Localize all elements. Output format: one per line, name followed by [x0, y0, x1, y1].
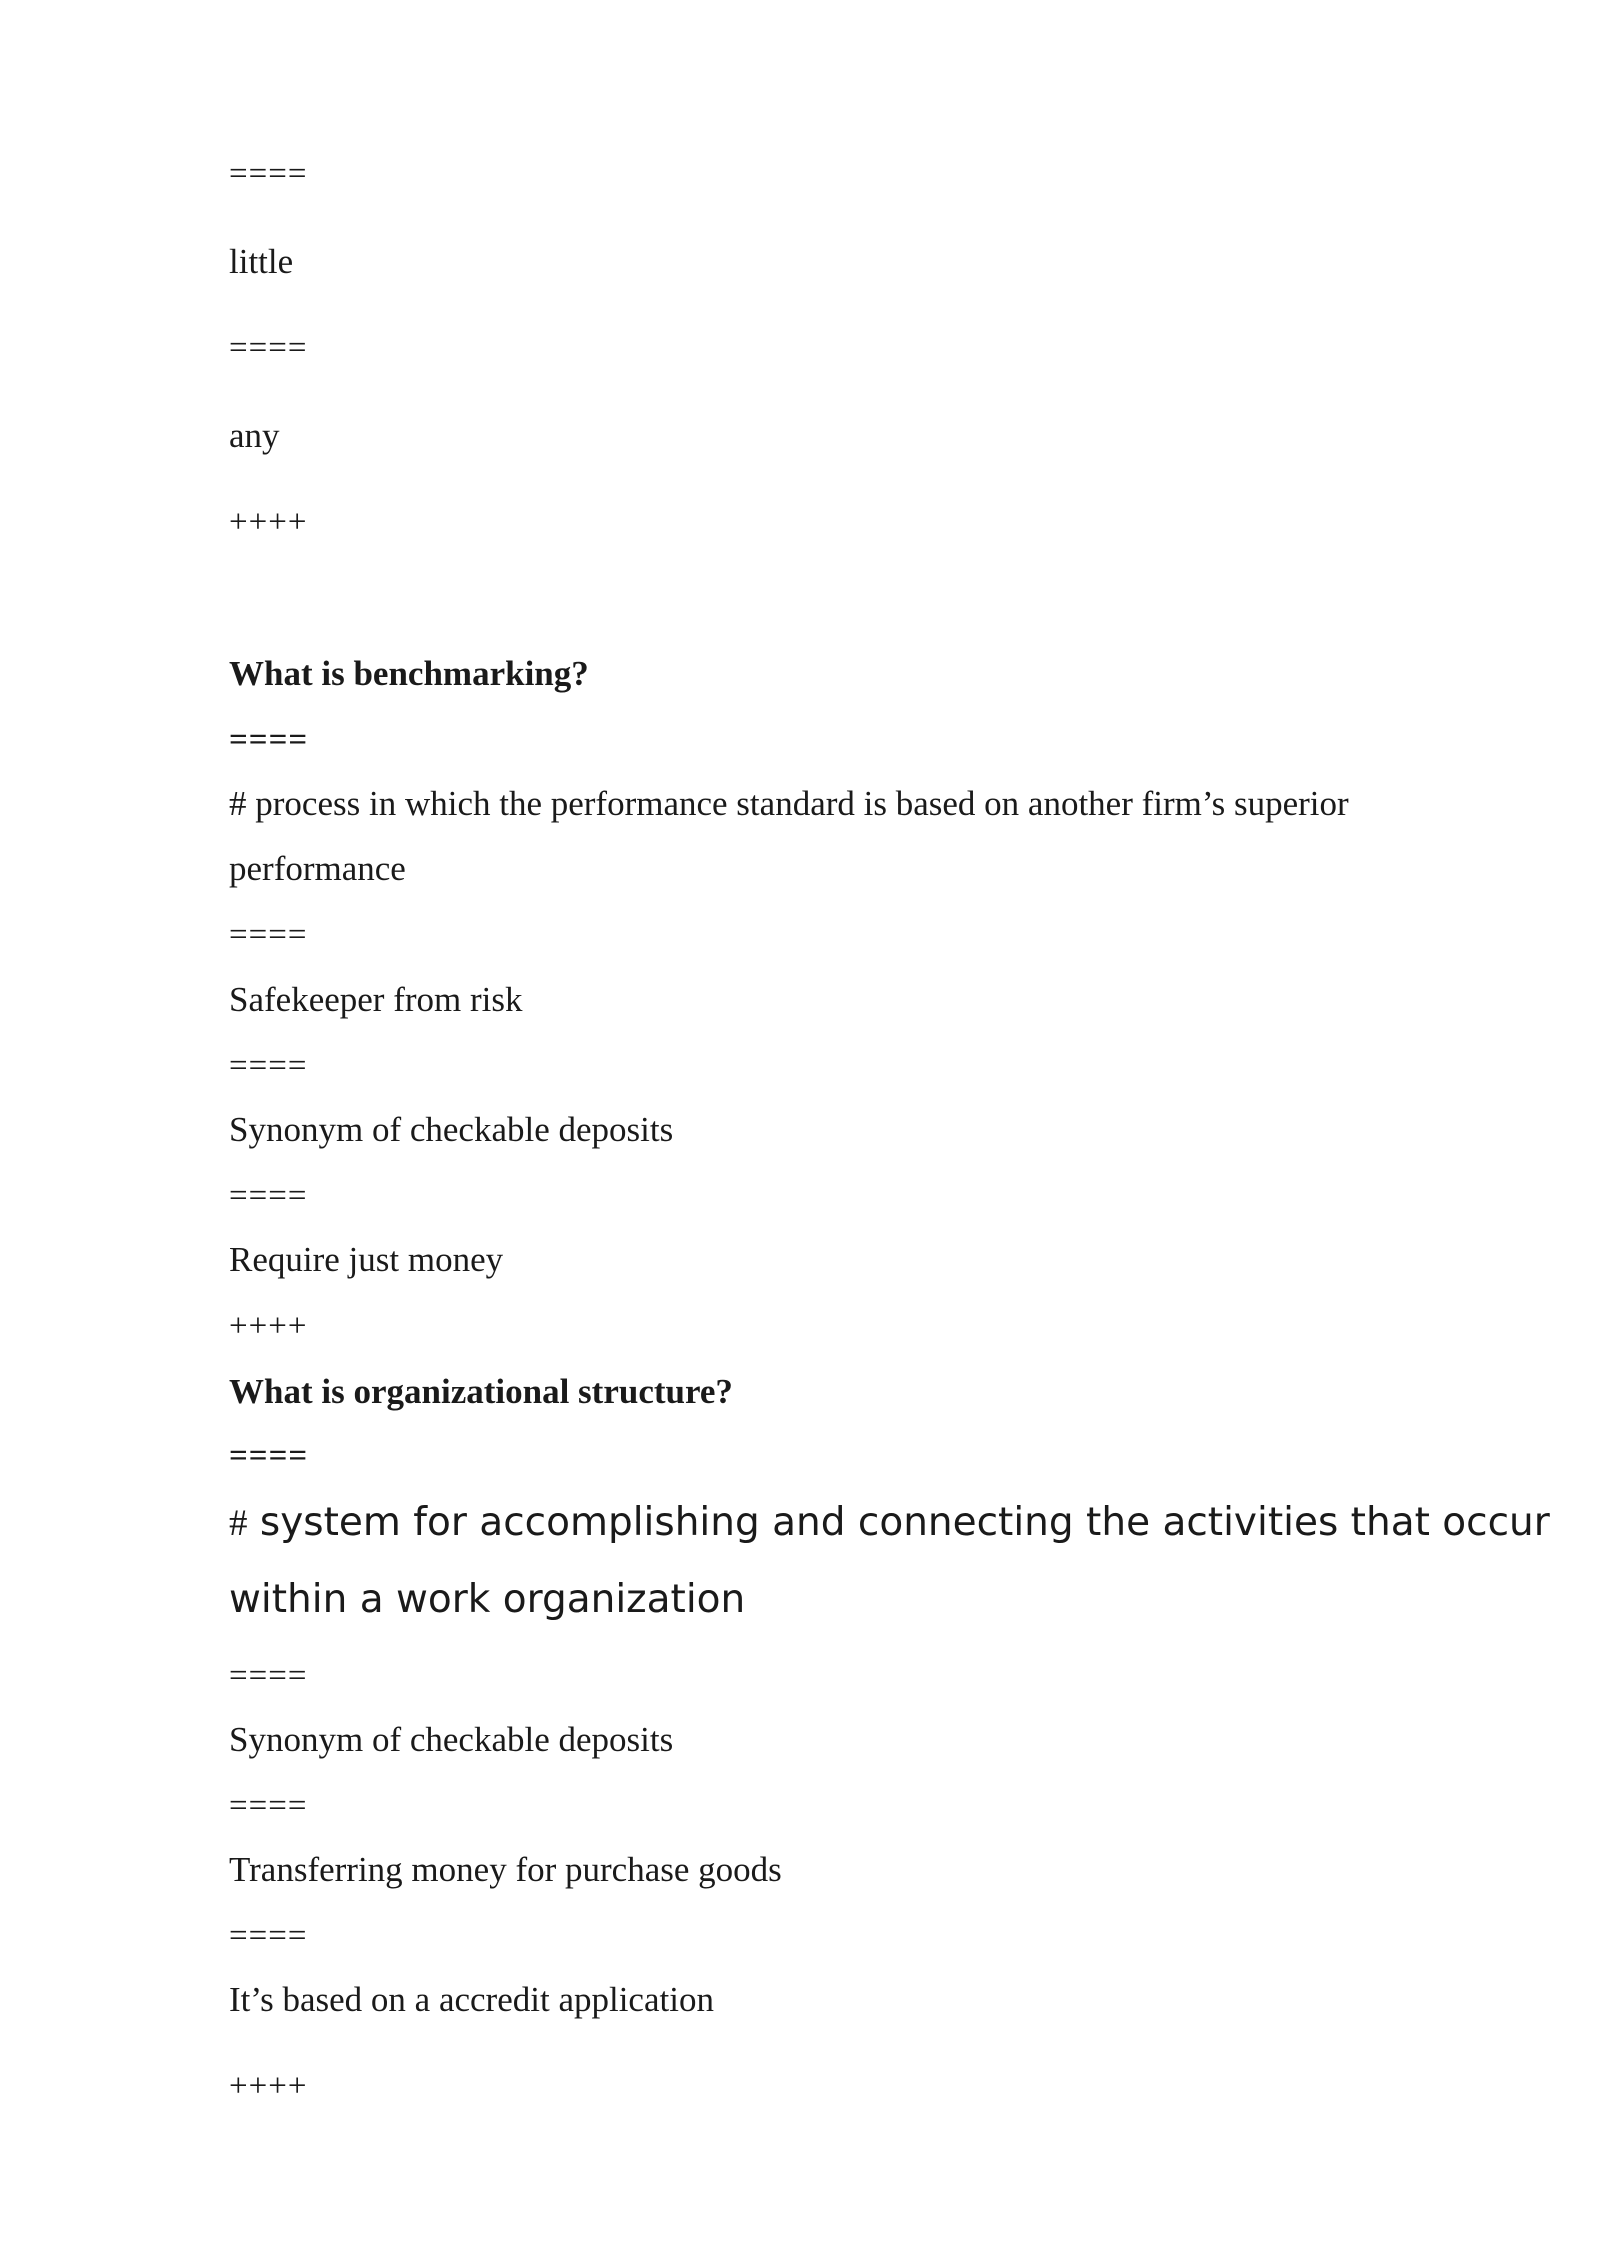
answer-option: any	[229, 416, 280, 455]
answer-option: Require just money	[229, 1240, 504, 1279]
answer-option: Synonym of checkable deposits	[229, 1110, 674, 1149]
separator: ====	[229, 156, 308, 192]
separator: ====	[229, 722, 309, 758]
question-heading: What is organizational structure?	[229, 1372, 733, 1411]
correct-marker: #	[229, 1503, 248, 1544]
separator: ====	[229, 1788, 308, 1824]
end-marker: ++++	[229, 2068, 308, 2104]
correct-answer-line-2: within a work organization	[229, 1577, 746, 1622]
answer-option: little	[229, 242, 294, 281]
end-marker: ++++	[229, 1308, 308, 1344]
answer-option: Synonym of checkable deposits	[229, 1720, 674, 1759]
separator: ====	[229, 1178, 308, 1214]
answer-option: Transferring money for purchase goods	[229, 1850, 782, 1889]
answer-option: Safekeeper from risk	[229, 980, 523, 1019]
correct-answer-text: system for accomplishing and connecting the activities that occur	[247, 1500, 1550, 1545]
separator: ====	[229, 1438, 309, 1474]
end-marker: ++++	[229, 504, 308, 540]
separator: ====	[229, 1048, 308, 1084]
separator: ====	[229, 917, 308, 953]
correct-answer-line-1	[229, 1498, 1550, 1549]
correct-answer-line-2: performance	[229, 849, 406, 888]
separator: ====	[229, 330, 308, 366]
separator: ====	[229, 1658, 308, 1694]
question-heading: What is benchmarking?	[229, 654, 589, 693]
separator: ====	[229, 1918, 308, 1954]
correct-answer-line-1: # process in which the performance standard is based on another firm’s superior	[229, 784, 1349, 823]
answer-option: It’s based on a accredit application	[229, 1980, 714, 2019]
